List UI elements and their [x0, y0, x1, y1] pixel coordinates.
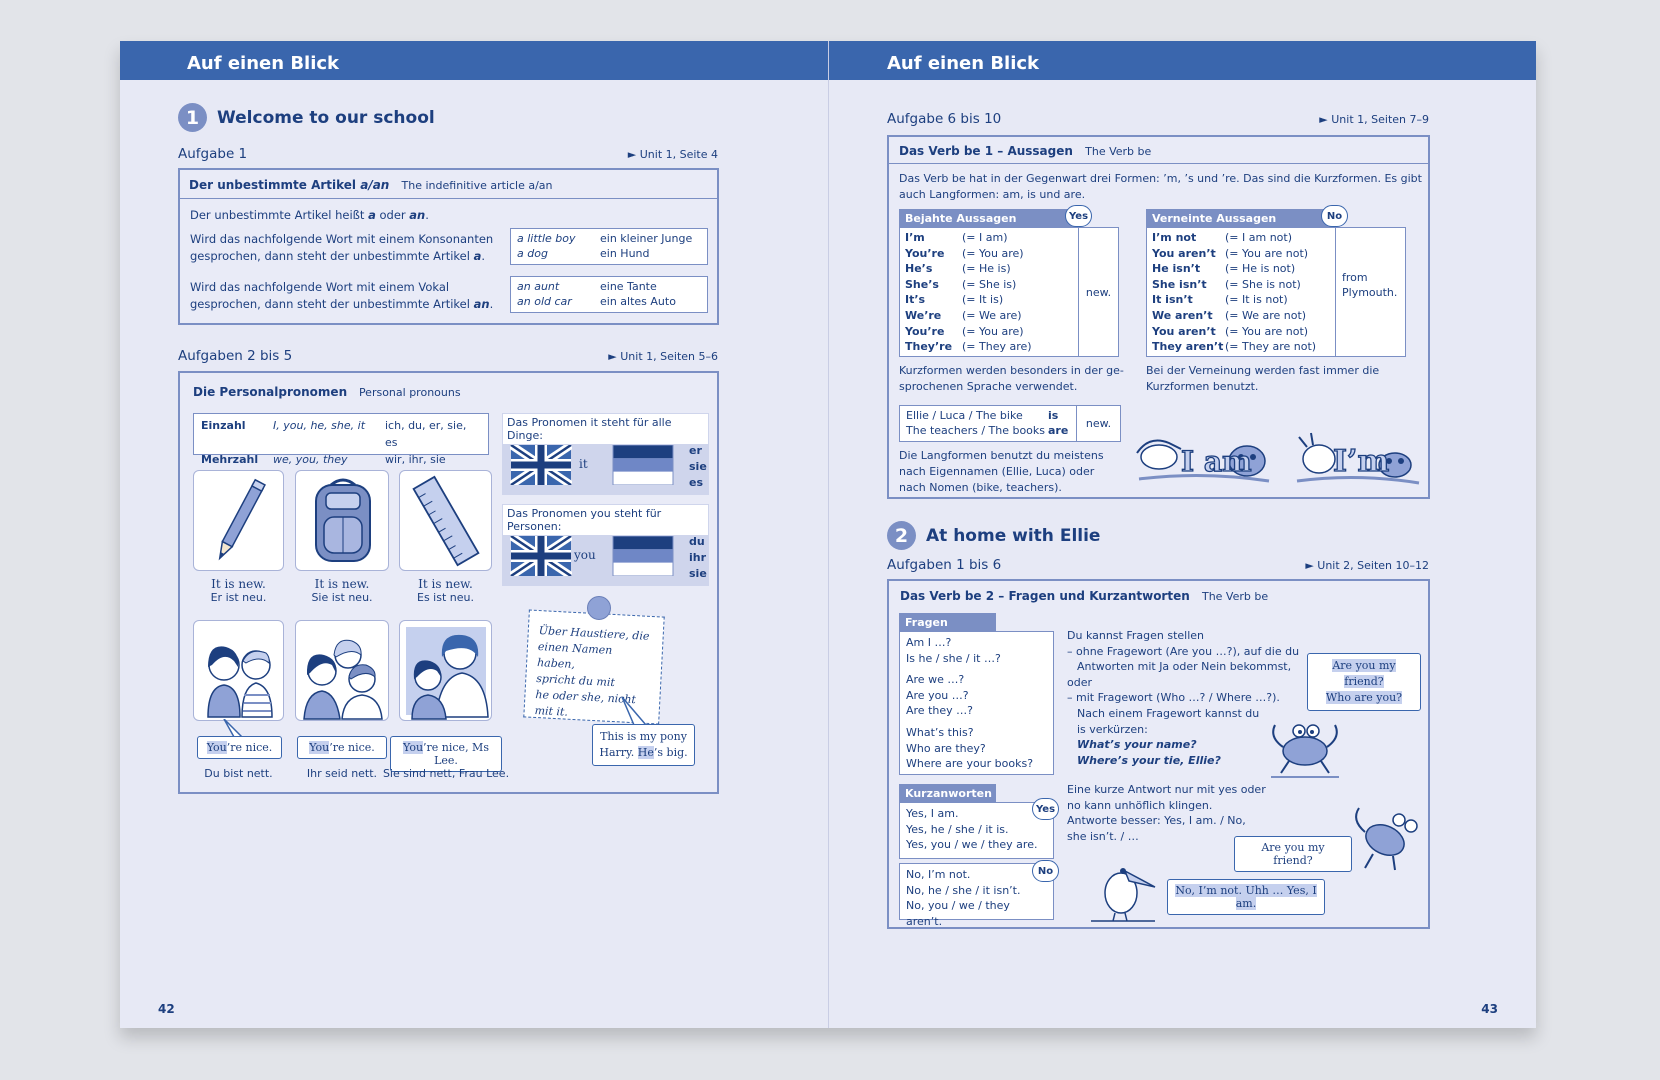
article-head-de: Der unbestimmte Artikel — [189, 178, 357, 192]
pencil-picture — [193, 470, 284, 571]
long-forms-end: new. — [1085, 417, 1112, 430]
neg-long: (= I am not) — [1225, 231, 1293, 244]
pencil-icon — [194, 471, 285, 572]
i-am-text: I am — [1181, 445, 1252, 478]
vowel-article: an — [473, 297, 490, 311]
backpack-icon — [296, 471, 390, 572]
section-2-heading: At home with Ellie — [926, 525, 1101, 546]
book-spread — [120, 41, 1536, 1028]
you-de: ihr — [689, 551, 707, 564]
pos-long: (= It is) — [962, 293, 1004, 307]
no-answer: No, I’m not. — [906, 868, 971, 881]
note-line: he oder she, nicht — [535, 687, 637, 707]
neg-short: She isn’t — [1152, 277, 1207, 291]
be1-box — [887, 135, 1430, 499]
negative-note: Bei der Verneinung werden fast immer die Kurzformen benutzt. — [1146, 364, 1380, 393]
neg-short: They aren’t — [1152, 340, 1224, 354]
no-answer: No, he / she / it isn’t. — [906, 883, 1021, 897]
you-panel-title: Das Pronomen you steht für Personen: — [503, 505, 708, 535]
yes-badge-2: Yes — [1032, 798, 1059, 820]
singular-de: ich, du, er, sie, es — [385, 419, 467, 449]
neg-short: You aren’t — [1152, 324, 1216, 338]
be2-head-de: Das Verb be 2 – Fragen und Kurzantworten — [900, 589, 1190, 603]
neg-long: (= He is not) — [1225, 262, 1296, 276]
neg-long: (= It is not) — [1225, 293, 1288, 307]
neg-long: (= You are not) — [1225, 324, 1309, 338]
neg-long: (= You are not) — [1225, 246, 1309, 260]
yes-badge: Yes — [1065, 205, 1092, 227]
plural-en: we, you, they — [273, 453, 348, 466]
bubble-q2: Who are you? — [1325, 691, 1403, 704]
pony-bubble — [592, 724, 695, 766]
article-head-it: a/an — [360, 178, 390, 192]
example-an-de: eine Tante — [600, 280, 657, 293]
people-picture-1 — [193, 620, 284, 721]
exp-line: – mit Fragewort (Who …? / Where …?). — [1067, 691, 1280, 705]
examples-a-box — [510, 228, 708, 265]
article-consonant-rule: Wird das nachfolgende Wort mit einem Konsonanten gesprochen, dann steht der unbestimmte Artikel a. — [190, 231, 510, 265]
article-box — [178, 168, 719, 325]
exp-line: Antworten mit Ja oder Nein bekommst, — [1077, 660, 1292, 674]
section-1-heading: Welcome to our school — [217, 107, 435, 128]
exp-line: Nach einem Fragewort kannst du — [1077, 706, 1260, 720]
example-an-en: an aunt — [517, 280, 560, 293]
pos-long: (= You are) — [962, 246, 1024, 260]
people-caption-1 — [193, 767, 284, 780]
cons-line-1: Wird das nachfolgende Wort mit einem Konsonanten — [190, 232, 494, 246]
task-1b-label: Aufgaben 1 bis 6 — [887, 557, 1002, 573]
neg-long: (= They are not) — [1225, 340, 1317, 354]
uk-flag-icon — [510, 445, 572, 485]
positive-note: Kurzformen werden besonders in der gesprochenen Sprache verwendet. — [899, 364, 1124, 393]
pronoun-box-header — [193, 385, 461, 399]
positive-end: new. — [1085, 285, 1112, 299]
pos-short: I’m — [905, 231, 925, 244]
positive-title: Bejahte Aussagen — [899, 209, 1077, 227]
neg-short: It isn’t — [1152, 293, 1193, 307]
bird-icon — [1085, 849, 1161, 923]
right-page-number: 43 — [1481, 1002, 1498, 1016]
article-intro — [190, 207, 429, 224]
cons-line-2: gesprochen, dann steht der unbestimmte Artikel — [190, 249, 474, 263]
german-flag-icon — [612, 445, 674, 485]
thing-en: It is new. — [418, 577, 473, 591]
bubble-tail — [620, 697, 660, 727]
note-line: Über Haustiere, die — [538, 624, 650, 643]
three-kids-illustration — [296, 621, 390, 722]
pronoun-table — [193, 413, 489, 466]
right-header-band — [829, 41, 1536, 80]
yes-answer: Yes, I am. — [906, 807, 959, 820]
i-m-cartoon — [1289, 407, 1425, 489]
example-an-en: an old car — [517, 295, 572, 308]
long-subject: Ellie / Luca / The bike — [906, 409, 1023, 422]
yes-answer: Yes, he / she / it is. — [906, 822, 1009, 836]
pos-short: You’re — [905, 324, 945, 338]
pronoun-head-de: Die Personalpronomen — [193, 385, 348, 399]
pos-long: (= She is) — [962, 277, 1017, 291]
pronoun-head-en: Personal pronouns — [358, 386, 461, 399]
thing-de: Sie ist neu. — [311, 591, 373, 604]
bubble-rest: ’re nice, Ms Lee. — [423, 741, 489, 767]
pony-line-1: This is my pony — [600, 730, 687, 743]
two-kids-illustration — [194, 621, 285, 722]
bubble-rest: ’re nice. — [329, 741, 375, 754]
pronoun-it-panel — [502, 413, 709, 495]
vowel-line-1: Wird das nachfolgende Wort mit einem Vokal — [190, 280, 450, 294]
task-1-ref: ► Unit 1, Seite 4 — [627, 148, 718, 161]
neg-short: We aren’t — [1152, 308, 1213, 322]
thing-en: It is new. — [314, 577, 370, 591]
question: Are we …? — [906, 673, 965, 687]
pos-short: He’s — [905, 262, 933, 276]
example-a-en: a dog — [517, 247, 548, 260]
pos-long: (= He is) — [962, 262, 1011, 276]
task-2-ref: ► Unit 1, Seiten 5–6 — [608, 350, 718, 363]
questions-body — [899, 631, 1054, 775]
article-intro-mid: oder — [375, 208, 410, 222]
short-answers-title: Kurzanworten — [899, 784, 996, 802]
bubble-friend-1 — [1307, 653, 1421, 711]
crab-icon — [1265, 701, 1345, 779]
left-band-title: Auf einen Blick — [187, 53, 340, 74]
short-exp-line: Eine kurze Antwort nur mit yes oder — [1067, 783, 1266, 796]
article-intro-an: an — [409, 208, 426, 222]
be1-head-en: The Verb be — [1085, 145, 1152, 158]
be1-intro — [899, 171, 1422, 203]
section-2-title — [887, 521, 1100, 550]
long-forms-table — [899, 405, 1121, 442]
people-caption-2 — [295, 767, 389, 780]
no-badge: No — [1321, 205, 1348, 227]
neg-short: He isn’t — [1152, 262, 1201, 276]
pos-short: You’re — [905, 246, 945, 260]
pronoun-you-panel — [502, 504, 709, 586]
short-exp-line: no kann unhöflich klingen. — [1067, 798, 1213, 812]
positive-body — [899, 227, 1119, 357]
long-forms-note: Die Langformen benutzt du meistens nach Eigennamen (Ellie, Luca) oder nach Nomen (bike, teachers). — [899, 449, 1104, 494]
bubble-you-nice-2 — [297, 736, 387, 759]
examples-an-box — [510, 276, 708, 313]
exp-line: What’s your name? — [1077, 738, 1197, 752]
exp-line: oder — [1067, 675, 1093, 689]
task-6-label: Aufgabe 6 bis 10 — [887, 111, 1002, 127]
no-answer: No, you / we / they aren’t. — [906, 899, 1010, 928]
bubble-rest: ’re nice. — [226, 741, 273, 754]
you-de-list — [689, 534, 707, 582]
task-1b-ref: ► Unit 2, Seiten 10–12 — [1305, 559, 1429, 572]
positive-table — [899, 209, 1119, 357]
short-exp-line: she isn’t. / … — [1067, 829, 1139, 843]
section-1-title — [178, 103, 435, 132]
i-m-text: I’m — [1333, 444, 1390, 479]
yes-answer: Yes, you / we / they are. — [906, 838, 1038, 852]
question: Who are they? — [906, 741, 986, 755]
question: Is he / she / it …? — [906, 651, 1001, 665]
neg-long: (= She is not) — [1225, 277, 1301, 291]
left-page-number: 42 — [158, 1002, 175, 1016]
you-word: you — [574, 548, 596, 562]
negative-title: Verneinte Aussagen — [1146, 209, 1334, 227]
backpack-picture — [295, 470, 389, 571]
girl-and-teacher-illustration — [400, 621, 493, 722]
question: Are you …? — [906, 688, 969, 702]
left-page — [120, 41, 828, 1028]
bubble-friend-2 — [1234, 836, 1352, 872]
note-line: einen Namen haben, — [536, 640, 613, 671]
note-line: mit it. — [534, 703, 569, 719]
bubble-hl: You — [403, 741, 424, 754]
cons-article: a — [473, 249, 482, 263]
pony-post: ’s big. — [653, 746, 688, 759]
section-2-number: 2 — [887, 521, 916, 550]
long-verb: is — [1048, 409, 1059, 422]
example-a-en: a little boy — [517, 232, 576, 245]
neg-long: (= We are not) — [1225, 308, 1307, 322]
article-intro-end: . — [425, 208, 429, 222]
bubble-a: No, I’m not. Uhh … Yes, I am. — [1175, 884, 1317, 910]
be1-header — [889, 137, 1428, 164]
right-band-title: Auf einen Blick — [887, 53, 1040, 74]
negative-table — [1146, 209, 1406, 357]
pos-short: She’s — [905, 277, 939, 291]
long-subject: The teachers / The books — [906, 424, 1046, 437]
article-intro-a: a — [368, 208, 376, 222]
question: Where are your books? — [906, 757, 1034, 771]
thing-en: It is new. — [211, 577, 266, 591]
exp-line: is verkürzen: — [1077, 722, 1148, 736]
people-de: Sie sind nett, Frau Lee. — [382, 767, 510, 780]
bubble-q3: Are you my friend? — [1261, 841, 1325, 867]
it-de-list — [689, 443, 707, 491]
german-flag-icon — [612, 536, 674, 576]
i-am-cartoon — [1129, 407, 1277, 489]
be1-intro-1: Das Verb be hat in der Gegenwart drei Formen: ’m, ’s und ’re. Das sind die Kurzformen. Es gibt — [899, 172, 1422, 185]
short-exp-line: Antworte besser: Yes, I am. / No, — [1067, 814, 1246, 828]
bubble-you-nice-1 — [197, 736, 282, 759]
be1-intro-2: auch Langformen: am, is und are. — [899, 188, 1086, 201]
bubble-hl: You — [309, 741, 330, 754]
pin-icon — [587, 596, 611, 620]
question: Are they …? — [906, 704, 973, 718]
people-picture-2 — [295, 620, 389, 721]
ruler-icon — [400, 471, 493, 572]
singular-en: I, you, he, she, it — [273, 419, 366, 432]
pos-long: (= I am) — [962, 231, 1008, 244]
thing-de: Er ist neu. — [210, 591, 267, 604]
be2-head-en: The Verb be — [1201, 590, 1269, 603]
it-de: sie — [689, 460, 707, 473]
singular-label: Einzahl — [201, 419, 246, 432]
exp-intro: Du kannst Fragen stellen — [1067, 629, 1205, 642]
task-2-label: Aufgaben 2 bis 5 — [178, 348, 293, 364]
pencil-caption — [193, 577, 284, 604]
long-verb: are — [1048, 424, 1069, 437]
long-forms-rows — [900, 406, 1077, 441]
plural-de: wir, ihr, sie — [385, 453, 446, 466]
bubble-q1: Are you my friend? — [1332, 659, 1396, 688]
exp-line: Where’s your tie, Ellie? — [1077, 753, 1221, 767]
people-caption-3 — [380, 767, 512, 780]
it-de: er — [689, 444, 702, 457]
pronoun-box — [178, 371, 719, 794]
no-answers — [899, 863, 1054, 928]
positive-rows — [900, 228, 1079, 356]
task-1-label: Aufgabe 1 — [178, 146, 248, 162]
negative-end: from Plymouth. — [1342, 271, 1398, 299]
yes-answers — [899, 802, 1054, 859]
left-header-band — [120, 41, 828, 80]
it-word: it — [579, 457, 588, 471]
negative-body — [1146, 227, 1406, 357]
example-a-de: ein kleiner Junge — [600, 232, 693, 245]
article-intro-text: Der unbestimmte Artikel heißt — [190, 208, 369, 222]
be1-head-de: Das Verb be 1 – Aussagen — [899, 144, 1073, 158]
be2-box — [887, 579, 1430, 929]
it-de: es — [689, 476, 704, 489]
pos-long: (= We are) — [962, 308, 1022, 322]
pos-short: We’re — [905, 308, 942, 322]
task-6-ref: ► Unit 1, Seiten 7–9 — [1319, 113, 1429, 126]
bubble-answer — [1167, 879, 1325, 915]
uk-flag-icon — [510, 536, 572, 576]
short-answers-table — [899, 784, 1056, 928]
ruler-picture — [399, 470, 492, 571]
example-a-de: ein Hund — [600, 247, 650, 260]
vowel-line-2: gesprochen, dann steht der unbestimmte Artikel — [190, 297, 474, 311]
thing-de: Es ist neu. — [417, 591, 474, 604]
negative-rows — [1147, 228, 1336, 356]
ruler-caption — [399, 577, 492, 604]
section-1-number: 1 — [178, 103, 207, 132]
neg-short: You aren’t — [1152, 246, 1216, 260]
neg-short: I’m not — [1152, 231, 1197, 244]
people-de: Du bist nett. — [204, 767, 273, 780]
questions-title: Fragen — [899, 613, 996, 631]
exp-line: – ohne Fragewort (Are you …?), auf die du — [1067, 644, 1300, 658]
backpack-caption — [295, 577, 389, 604]
example-an-de: ein altes Auto — [600, 295, 676, 308]
be2-header — [889, 581, 1428, 608]
article-vowel-rule: Wird das nachfolgende Wort mit einem Vokal gesprochen, dann steht der unbestimmte Artikel an. — [190, 279, 510, 313]
plural-label: Mehrzahl — [201, 453, 259, 466]
it-panel-title: Das Pronomen it steht für alle Dinge: — [503, 414, 708, 444]
pos-long: (= You are) — [962, 324, 1024, 338]
no-badge-2: No — [1032, 860, 1059, 882]
pos-short: It’s — [905, 293, 926, 307]
people-picture-3 — [399, 620, 492, 721]
pony-hl: He — [637, 746, 654, 759]
pos-long: (= They are) — [962, 340, 1032, 354]
question: Am I …? — [906, 636, 952, 649]
article-head-en: The indefinitive article a/an — [401, 179, 553, 192]
you-de: du — [689, 535, 705, 548]
pony-pre: Harry. — [599, 746, 638, 759]
note-line: spricht du mit — [535, 672, 616, 690]
right-page — [828, 41, 1536, 1028]
article-box-header — [180, 170, 717, 199]
question: What’s this? — [906, 725, 974, 739]
questions-table — [899, 613, 1054, 775]
bubble-hl: You — [206, 741, 227, 754]
you-de: sie — [689, 567, 707, 580]
people-de: Ihr seid nett. — [306, 767, 378, 780]
pos-short: They’re — [905, 340, 953, 354]
